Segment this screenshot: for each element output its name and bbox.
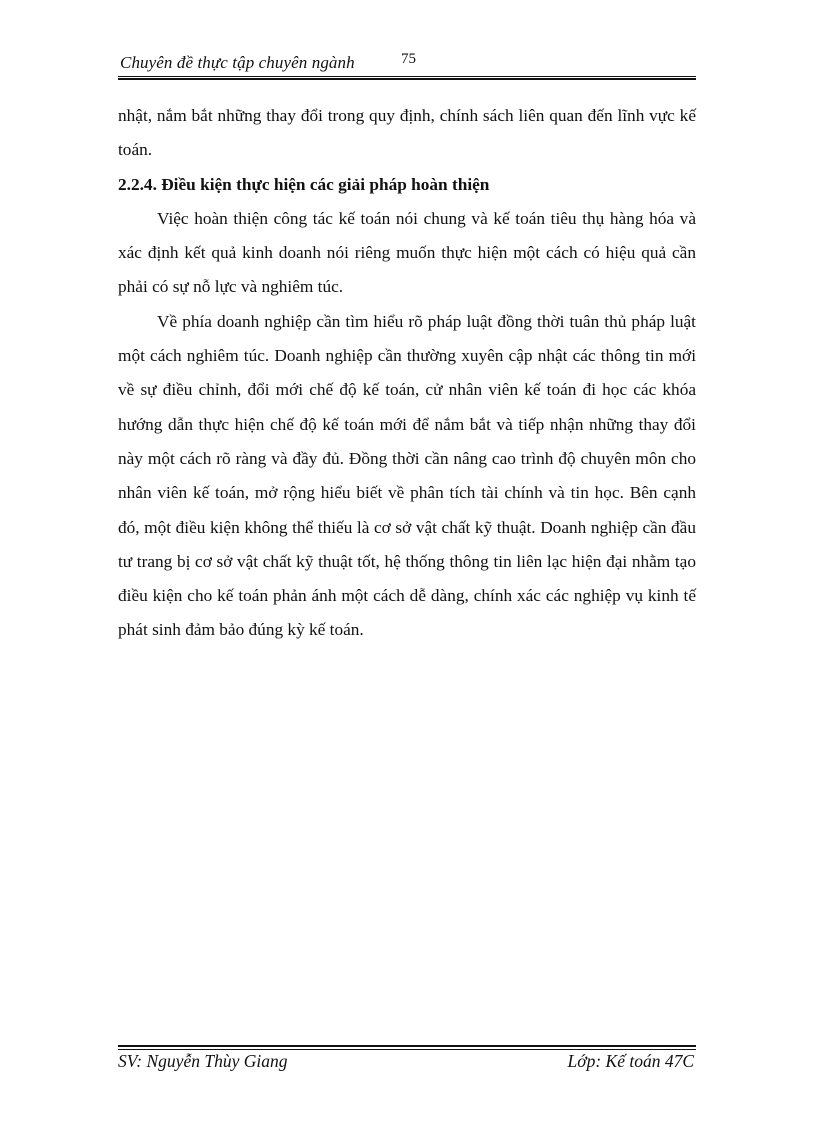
footer-student-name: SV: Nguyễn Thùy Giang [118,1051,288,1071]
page-number: 75 [401,51,416,67]
footer-divider-thick [118,1045,696,1047]
footer-divider [118,1049,696,1050]
paragraph: Về phía doanh nghiệp cần tìm hiểu rõ pháp luật đồng thời tuân thủ pháp luật một cách nghiêm túc. Doanh nghiệp cần thường xuyên cập nhật các thông tin mới về sự điều chỉnh, đổi mới chế độ kế toán, cử nhân viên kế toán đi học các khóa hướng dẫn thực hiện chế độ kế toán mới để nắm bắt và tiếp nhận những thay đổi này một cách rõ ràng và đầy đủ. Đồng thời cần nâng cao trình độ chuyên môn cho nhân viên kế toán, mở rộng hiểu biết về phân tích tài chính và tin học. Bên cạnh đó, một điều kiện không thể thiếu là cơ sở vật chất kỹ thuật. Doanh nghiệp cần đầu tư trang bị cơ sở vật chất kỹ thuật tốt, hệ thống thông tin liên lạc hiện đại nhằm tạo điều kiện cho kế toán phản ánh một cách dễ dàng, chính xác các nghiệp vụ kinh tế phát sinh đảm bảo đúng kỳ kế toán. [118,311,696,640]
page-header [118,50,696,76]
footer-class: Lớp: Kế toán 47C [567,1051,694,1071]
paragraph-continuation: nhật, nắm bắt những thay đổi trong quy định, chính sách liên quan đến lĩnh vực kế toán. [118,106,696,160]
section-heading: 2.2.4. Điều kiện thực hiện các giải pháp hoàn thiện [118,174,490,194]
paragraph: Việc hoàn thiện công tác kế toán nói chung và kế toán tiêu thụ hàng hóa và xác định kết quả kinh doanh nói riêng muốn thực hiện một cách có hiệu quả cần phải có sự nỗ lực và nghiêm túc. [118,208,696,297]
header-divider [118,76,696,77]
page-footer [118,1041,696,1081]
page-body [118,99,696,648]
header-title: Chuyên đề thực tập chuyên ngành [120,53,355,72]
header-divider-thick [118,78,696,80]
